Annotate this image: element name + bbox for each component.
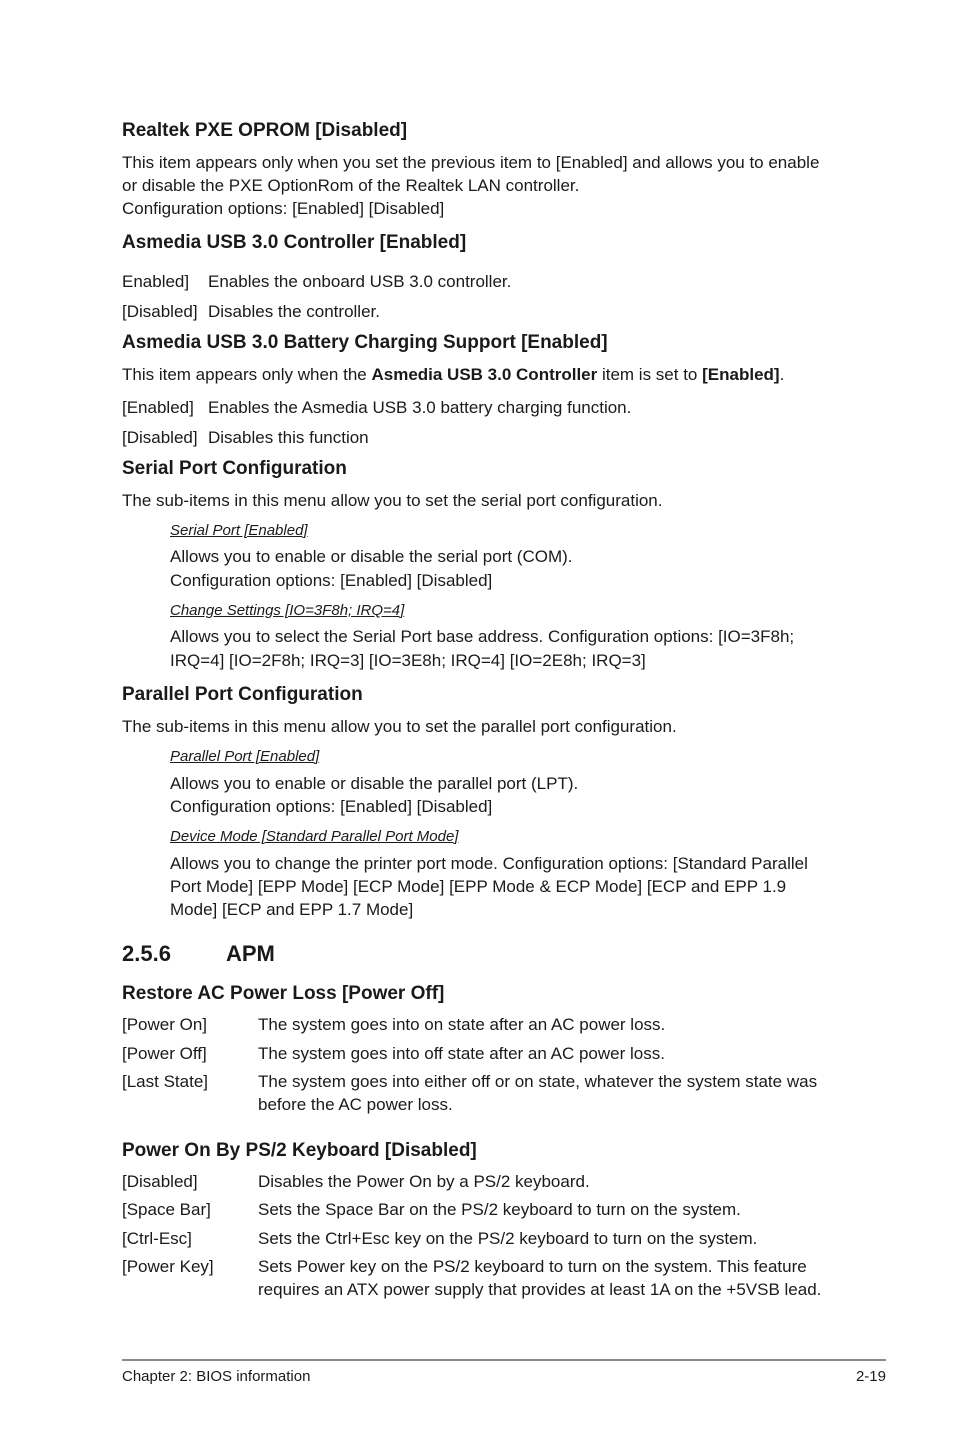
- ps2-option-space-bar: [122, 1198, 842, 1221]
- ps2-option-power-key: [122, 1255, 842, 1301]
- option-desc-line-2: before the AC power loss.: [258, 1095, 453, 1114]
- asmedia-charging-option-enabled: [122, 396, 631, 419]
- serial-port-heading: Serial Port Configuration: [122, 458, 347, 479]
- restore-ac-heading: Restore AC Power Loss [Power Off]: [122, 983, 445, 1004]
- option-desc: Enables the Asmedia USB 3.0 battery charging function.: [208, 398, 632, 417]
- option-desc: The system goes into on state after an AC power loss.: [258, 1015, 666, 1034]
- serial-port-desc: The sub-items in this menu allow you to set the serial port configuration.: [122, 491, 663, 510]
- footer-divider: [122, 1359, 886, 1361]
- parallel-port-subitem-title: Parallel Port [Enabled]: [170, 748, 320, 765]
- asmedia-charging-heading: Asmedia USB 3.0 Battery Charging Support [Enabled]: [122, 332, 608, 353]
- section-heading: [122, 940, 275, 968]
- change-settings-desc-line-2: IRQ=4] [IO=2F8h; IRQ=3] [IO=3E8h; IRQ=4] [IO=2E8h; IRQ=3]: [170, 651, 646, 670]
- restore-ac-option-last-state: [122, 1070, 842, 1116]
- parallel-port-subitem-options: Configuration options: [Enabled] [Disabled]: [170, 797, 493, 816]
- change-settings-subitem-title: Change Settings [IO=3F8h; IRQ=4]: [170, 602, 405, 619]
- change-settings-desc-line-1: Allows you to select the Serial Port base address. Configuration options: [IO=3F8h;: [170, 627, 795, 646]
- serial-port-subitem-desc: Allows you to enable or disable the serial port (COM).: [170, 547, 573, 566]
- option-key: [Space Bar]: [122, 1200, 211, 1219]
- option-key: [Power Off]: [122, 1044, 207, 1063]
- serial-port-subitem-options: Configuration options: [Enabled] [Disabled]: [170, 571, 493, 590]
- option-key: [Disabled]: [122, 428, 198, 447]
- option-desc: Disables the Power On by a PS/2 keyboard.: [258, 1172, 590, 1191]
- option-desc: Disables this function: [208, 428, 369, 447]
- footer-page-number: 2-19: [855, 1368, 886, 1385]
- option-desc: Disables the controller.: [208, 302, 380, 321]
- device-mode-desc-line-1: Allows you to change the printer port mode. Configuration options: [Standard Parallel: [170, 854, 808, 873]
- realtek-config-options: Configuration options: [Enabled] [Disabled]: [122, 199, 445, 218]
- device-mode-desc-line-2: Port Mode] [EPP Mode] [ECP Mode] [EPP Mode & ECP Mode] [ECP and EPP 1.9: [170, 877, 787, 896]
- option-desc-line-2: requires an ATX power supply that provides at least 1A on the +5VSB lead.: [258, 1280, 822, 1299]
- realtek-pxe-heading: Realtek PXE OPROM [Disabled]: [122, 120, 408, 141]
- option-key: Enabled]: [122, 272, 190, 291]
- asmedia-usb-heading: Asmedia USB 3.0 Controller [Enabled]: [122, 232, 467, 253]
- asmedia-charging-option-disabled: [122, 426, 369, 449]
- restore-ac-option-power-off: [122, 1042, 842, 1065]
- parallel-port-heading: Parallel Port Configuration: [122, 684, 363, 705]
- option-key: [Last State]: [122, 1072, 208, 1091]
- section-number: 2.5.6: [122, 941, 171, 966]
- asmedia-charging-desc: [122, 363, 784, 386]
- desc-bold-enabled: [Enabled]: [702, 365, 780, 384]
- desc-text: .: [779, 365, 785, 384]
- asmedia-usb-option-disabled: [122, 300, 380, 323]
- desc-bold-controller: Asmedia USB 3.0 Controller: [371, 365, 598, 384]
- option-key: [Enabled]: [122, 398, 194, 417]
- footer-chapter: Chapter 2: BIOS information: [122, 1368, 311, 1385]
- restore-ac-option-power-on: [122, 1013, 842, 1036]
- serial-port-subitem-title: Serial Port [Enabled]: [170, 522, 308, 539]
- realtek-desc-line-1: This item appears only when you set the previous item to [Enabled] and allows you to enable: [122, 153, 820, 172]
- option-key: [Disabled]: [122, 1172, 198, 1191]
- realtek-desc-line-2: or disable the PXE OptionRom of the Realtek LAN controller.: [122, 176, 580, 195]
- option-desc: Sets the Ctrl+Esc key on the PS/2 keyboard to turn on the system.: [258, 1229, 758, 1248]
- ps2-option-disabled: [122, 1170, 842, 1193]
- parallel-port-desc: The sub-items in this menu allow you to set the parallel port configuration.: [122, 717, 677, 736]
- device-mode-subitem-title: Device Mode [Standard Parallel Port Mode]: [170, 828, 459, 845]
- section-title: APM: [226, 941, 275, 966]
- option-desc-line-1: Sets Power key on the PS/2 keyboard to turn on the system. This feature: [258, 1257, 807, 1276]
- option-desc: Sets the Space Bar on the PS/2 keyboard to turn on the system.: [258, 1200, 741, 1219]
- option-key: [Ctrl-Esc]: [122, 1229, 192, 1248]
- option-desc-line-1: The system goes into either off or on state, whatever the system state was: [258, 1072, 818, 1091]
- asmedia-usb-option-enabled: [122, 270, 511, 293]
- desc-text: This item appears only when the: [122, 365, 372, 384]
- desc-text: item is set to: [597, 365, 703, 384]
- option-key: [Power Key]: [122, 1257, 214, 1276]
- device-mode-desc-line-3: Mode] [ECP and EPP 1.7 Mode]: [170, 900, 414, 919]
- option-key: [Disabled]: [122, 302, 198, 321]
- option-key: [Power On]: [122, 1015, 208, 1034]
- option-desc: Enables the onboard USB 3.0 controller.: [208, 272, 512, 291]
- ps2-option-ctrl-esc: [122, 1227, 842, 1250]
- option-desc: The system goes into off state after an AC power loss.: [258, 1044, 665, 1063]
- ps2-keyboard-heading: Power On By PS/2 Keyboard [Disabled]: [122, 1140, 477, 1161]
- parallel-port-subitem-desc: Allows you to enable or disable the parallel port (LPT).: [170, 774, 579, 793]
